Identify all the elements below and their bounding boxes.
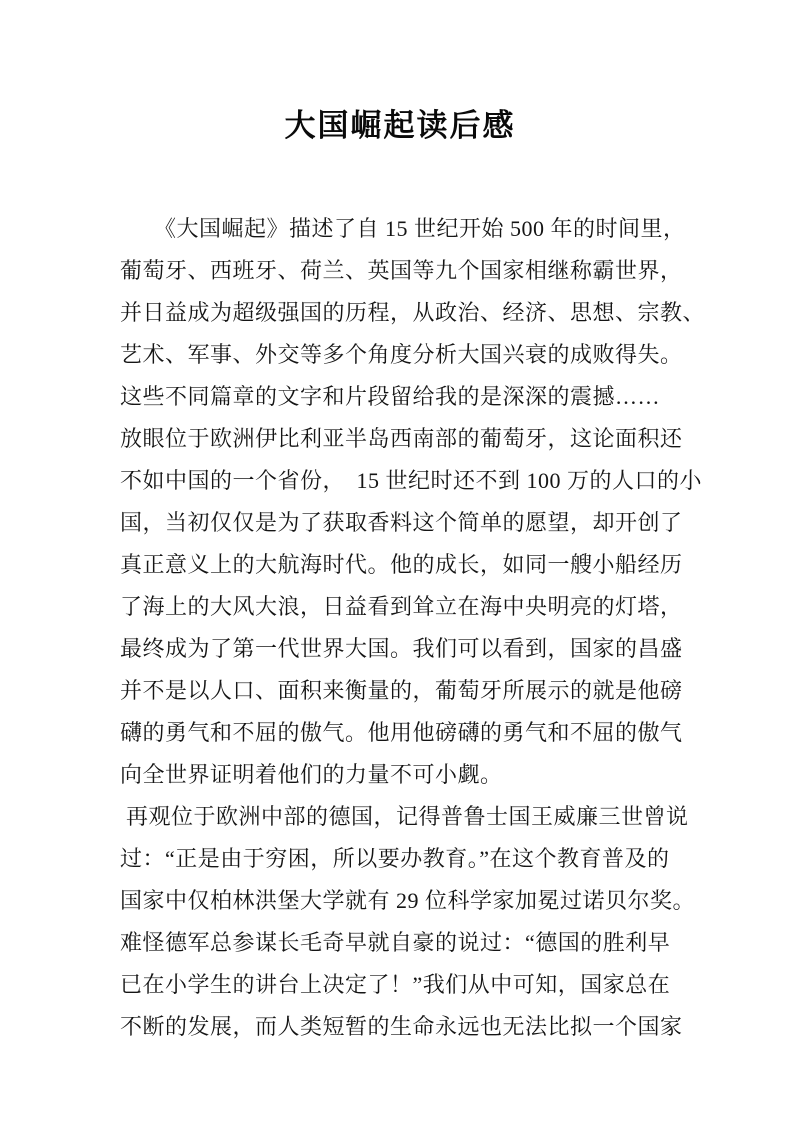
text-line: 了海上的大风大浪，日益看到耸立在海中央明亮的灯塔，	[120, 594, 683, 619]
paragraph	[120, 796, 700, 1048]
text-line: 并日益成为超级强国的历程，从政治、经济、思想、宗教、	[120, 300, 706, 325]
text-line: 《大国崛起》描述了自 15 世纪开始 500 年的时间里，	[120, 216, 686, 241]
text-line: 不如中国的一个省份， 15 世纪时还不到 100 万的人口的小	[120, 468, 703, 493]
text-line: 这些不同篇章的文字和片段留给我的是深深的震撼……	[120, 384, 661, 409]
text-line: 放眼位于欧洲伊比利亚半岛西南部的葡萄牙，这论面积还	[120, 426, 683, 451]
text-line: 已在小学生的讲台上决定了！”我们从中可知，国家总在	[120, 972, 671, 997]
text-line: 难怪德军总参谋长毛奇早就自豪的说过：“德国的胜利早	[120, 930, 671, 955]
paragraph	[120, 208, 706, 796]
text-line: 并不是以人口、面积来衡量的，葡萄牙所展示的就是他磅	[120, 678, 683, 703]
text-line: 国家中仅柏林洪堡大学就有 29 位科学家加冕过诺贝尔奖。	[120, 888, 696, 913]
text-line: 真正意义上的大航海时代。他的成长，如同一艘小船经历	[120, 552, 683, 577]
text-line: 再观位于欧洲中部的德国，记得普鲁士国王威廉三世曾说	[120, 804, 689, 829]
text-line: 葡萄牙、西班牙、荷兰、英国等九个国家相继称霸世界，	[120, 258, 683, 283]
text-line: 国，当初仅仅是为了获取香料这个简单的愿望，却开创了	[120, 510, 683, 535]
text-line: 礴的勇气和不屈的傲气。他用他磅礴的勇气和不屈的傲气	[120, 720, 683, 745]
text-line: 过：“正是由于穷困，所以要办教育。”在这个教育普及的	[120, 846, 670, 871]
text-line: 艺术、军事、外交等多个角度分析大国兴衰的成败得失。	[120, 342, 683, 367]
document-body	[120, 208, 706, 1048]
text-line: 最终成为了第一代世界大国。我们可以看到，国家的昌盛	[120, 636, 683, 661]
document-title: 大国崛起读后感	[284, 108, 516, 143]
text-line: 向全世界证明着他们的力量不可小觑。	[120, 762, 503, 787]
text-line: 不断的发展，而人类短暂的生命永远也无法比拟一个国家	[120, 1014, 683, 1039]
